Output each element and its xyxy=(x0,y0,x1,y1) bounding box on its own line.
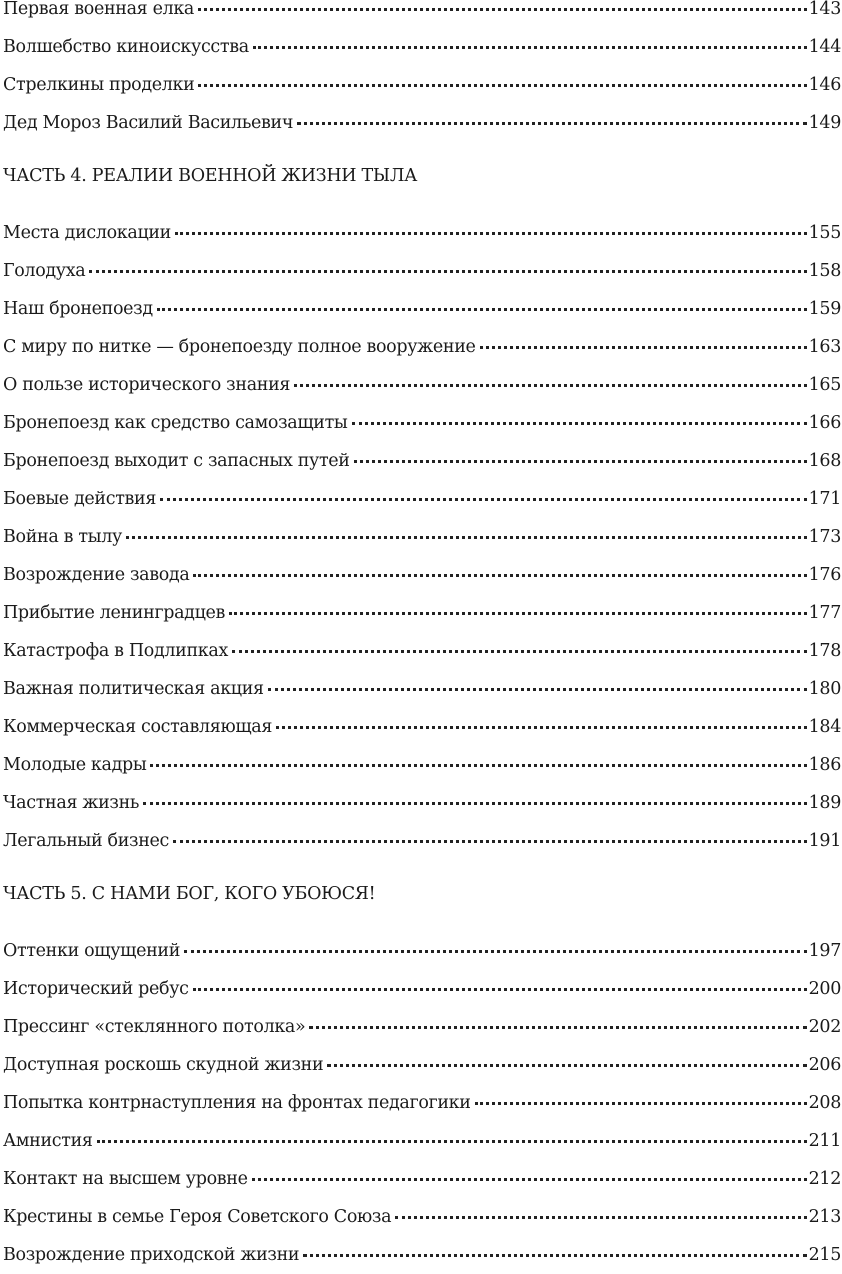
toc-entry-page: 189 xyxy=(808,793,841,813)
toc-entry xyxy=(3,66,841,104)
toc-entry-page: 163 xyxy=(808,337,841,357)
toc-entry-page: 158 xyxy=(808,261,841,281)
toc-entry xyxy=(3,1122,841,1160)
toc-entry-title: Оттенки ощущений xyxy=(3,941,181,961)
dot-leader xyxy=(253,46,807,49)
toc-entry-title: Катастрофа в Подлипках xyxy=(3,641,228,661)
toc-entry-page: 176 xyxy=(808,565,841,585)
toc-entry-page: 144 xyxy=(808,37,841,57)
toc-entry xyxy=(3,556,841,594)
dot-leader xyxy=(157,308,807,311)
toc-entry xyxy=(3,822,841,860)
toc-entry xyxy=(3,290,841,328)
dot-leader xyxy=(294,384,807,387)
toc-entry-title: Коммерческая составляющая xyxy=(3,717,273,737)
toc-entry xyxy=(3,518,841,556)
dot-leader xyxy=(395,1216,806,1219)
toc-entry-page: 173 xyxy=(808,527,841,547)
toc-entry-title: Стрелкины проделки xyxy=(3,75,195,95)
toc-entry xyxy=(3,0,841,28)
toc-entry xyxy=(3,366,841,404)
toc-entry-title: Прибытие ленинградцев xyxy=(3,603,226,623)
toc-entry xyxy=(3,932,841,970)
toc-entry xyxy=(3,784,841,822)
dot-leader xyxy=(309,1026,806,1029)
toc-entry-page: 143 xyxy=(808,0,841,19)
toc-entry-title: Боевые действия xyxy=(3,489,157,509)
toc-entry-title: Голодуха xyxy=(3,261,86,281)
dot-leader xyxy=(303,1254,806,1257)
table-of-contents xyxy=(3,0,841,1274)
toc-entry-title: С миру по нитке — бронепоезду полное вооружение xyxy=(3,337,476,357)
toc-entry-title: Молодые кадры xyxy=(3,755,147,775)
toc-entry-title: Бронепоезд как средство самозащиты xyxy=(3,413,348,433)
dot-leader xyxy=(252,1178,807,1181)
toc-entry-page: 166 xyxy=(808,413,841,433)
toc-entry xyxy=(3,480,841,518)
dot-leader xyxy=(327,1064,806,1067)
toc-entry-title: Частная жизнь xyxy=(3,793,140,813)
toc-entry-page: 149 xyxy=(808,113,841,133)
dot-leader xyxy=(173,840,807,843)
dot-leader xyxy=(276,726,807,729)
toc-entry-page: 171 xyxy=(808,489,841,509)
toc-entry-page: 178 xyxy=(808,641,841,661)
toc-entry-page: 184 xyxy=(808,717,841,737)
toc-entry xyxy=(3,1198,841,1236)
dot-leader xyxy=(160,498,807,501)
toc-entry-title: Доступная роскошь скудной жизни xyxy=(3,1055,324,1075)
toc-entry-title: Война в тылу xyxy=(3,527,122,547)
toc-entry xyxy=(3,594,841,632)
toc-entry-title: Дед Мороз Василий Васильевич xyxy=(3,113,294,133)
toc-entry-page: 212 xyxy=(808,1169,841,1189)
dot-leader xyxy=(143,802,807,805)
toc-entry-page: 180 xyxy=(808,679,841,699)
dot-leader xyxy=(89,270,806,273)
toc-entry xyxy=(3,970,841,1008)
toc-entry xyxy=(3,1046,841,1084)
dot-leader xyxy=(193,574,806,577)
dot-leader xyxy=(354,460,807,463)
toc-entry-page: 202 xyxy=(808,1017,841,1037)
toc-entry-title: Возрождение приходской жизни xyxy=(3,1245,300,1265)
toc-entry-page: 146 xyxy=(808,75,841,95)
dot-leader xyxy=(184,950,807,953)
toc-entry xyxy=(3,28,841,66)
toc-entry-title: Прессинг «стеклянного потолка» xyxy=(3,1017,306,1037)
dot-leader xyxy=(126,536,807,539)
toc-entry-title: Места дислокации xyxy=(3,223,171,243)
toc-entry-title: О пользе исторического знания xyxy=(3,375,291,395)
dot-leader xyxy=(475,1102,807,1105)
toc-entry-title: Бронепоезд выходит с запасных путей xyxy=(3,451,350,471)
toc-entry-page: 177 xyxy=(808,603,841,623)
toc-entry-page: 155 xyxy=(808,223,841,243)
toc-entry-page: 208 xyxy=(808,1093,841,1113)
toc-entry-title: Амнистия xyxy=(3,1131,93,1151)
dot-leader xyxy=(232,650,807,653)
toc-entry-page: 211 xyxy=(808,1131,841,1151)
toc-entry xyxy=(3,1236,841,1274)
toc-entry xyxy=(3,632,841,670)
toc-entry-page: 215 xyxy=(808,1245,841,1265)
dot-leader xyxy=(97,1140,807,1143)
dot-leader xyxy=(352,422,807,425)
toc-entry-title: Волшебство киноискусства xyxy=(3,37,249,57)
toc-entry-title: Важная политическая акция xyxy=(3,679,264,699)
toc-entry-title: Исторический ребус xyxy=(3,979,189,999)
toc-entry xyxy=(3,442,841,480)
toc-entry-page: 191 xyxy=(808,831,841,851)
toc-entry-page: 206 xyxy=(808,1055,841,1075)
part-heading: ЧАСТЬ 5. С НАМИ БОГ, КОГО УБОЮСЯ! xyxy=(3,884,376,904)
dot-leader xyxy=(150,764,806,767)
toc-entry-page: 165 xyxy=(808,375,841,395)
toc-entry xyxy=(3,1084,841,1122)
toc-entry-title: Возрождение завода xyxy=(3,565,190,585)
toc-entry-title: Легальный бизнес xyxy=(3,831,169,851)
toc-entry xyxy=(3,1160,841,1198)
toc-entry xyxy=(3,404,841,442)
toc-entry-title: Крестины в семье Героя Советского Союза xyxy=(3,1207,392,1227)
toc-entry-title: Контакт на высшем уровне xyxy=(3,1169,248,1189)
toc-entry-page: 168 xyxy=(808,451,841,471)
part-heading: ЧАСТЬ 4. РЕАЛИИ ВОЕННОЙ ЖИЗНИ ТЫЛА xyxy=(3,166,418,186)
toc-entry-page: 186 xyxy=(808,755,841,775)
toc-entry-title: Наш бронепоезд xyxy=(3,299,153,319)
toc-entry-page: 197 xyxy=(808,941,841,961)
toc-entry xyxy=(3,746,841,784)
toc-entry xyxy=(3,104,841,142)
dot-leader xyxy=(268,688,807,691)
dot-leader xyxy=(193,988,807,991)
toc-entry xyxy=(3,670,841,708)
dot-leader xyxy=(297,122,807,125)
toc-entry xyxy=(3,1008,841,1046)
dot-leader xyxy=(480,346,807,349)
dot-leader xyxy=(175,232,807,235)
dot-leader xyxy=(198,84,806,87)
toc-entry xyxy=(3,328,841,366)
toc-entry-page: 159 xyxy=(808,299,841,319)
toc-entry-title: Попытка контрнаступления на фронтах педагогики xyxy=(3,1093,471,1113)
toc-entry xyxy=(3,708,841,746)
toc-entry-title: Первая военная елка xyxy=(3,0,195,19)
toc-entry xyxy=(3,252,841,290)
dot-leader xyxy=(198,8,807,11)
toc-entry-page: 213 xyxy=(808,1207,841,1227)
toc-entry xyxy=(3,214,841,252)
dot-leader xyxy=(229,612,807,615)
toc-entry-page: 200 xyxy=(808,979,841,999)
